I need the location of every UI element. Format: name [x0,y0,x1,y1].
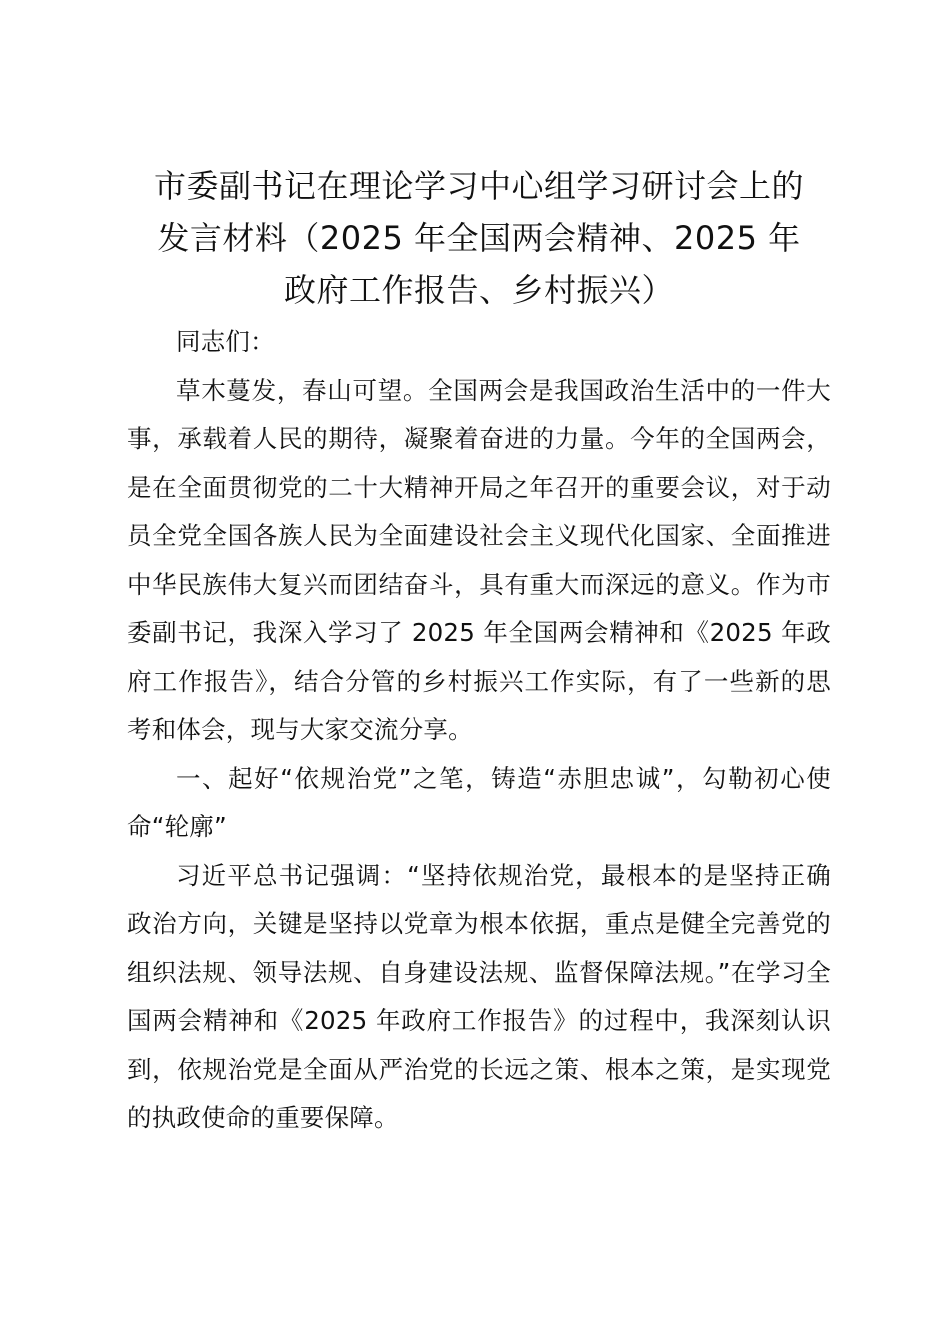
title-line-2: 发言材料（2025 年全国两会精神、2025 年 [157,219,801,257]
intro-paragraph: 草木蔓发，春山可望。全国两会是我国政治生活中的一件大事，承载着人民的期待，凝聚着奋进的力量。今年的全国两会，是在全面贯彻党的二十大精神开局之年召开的重要会议，对于动员全党全国各族人民为全面建设社会主义现代化国家、全面推进中华民族伟大复兴而团结奋斗，具有重大而深远的意义。作为市委副书记，我深入学习了 2025 年全国两会精神和《2025 年政府工作报告》，结合分管的乡村振兴工作实际，有了一些新的思考和体会，现与大家交流分享。 [127,375,831,744]
title-line-3: 政府工作报告、乡村振兴） [283,271,674,309]
document-body [127,160,831,1143]
section-heading-1: 一、起好“依规治党”之笔，铸造“赤胆忠诚”，勾勒初心使命“轮廓” [127,763,831,841]
salutation: 同志们： [176,327,275,356]
document-title [127,160,831,316]
title-line-1: 市委副书记在理论学习中心组学习研讨会上的 [153,167,804,205]
body-paragraph: 习近平总书记强调：“坚持依规治党，最根本的是坚持正确政治方向，关键是坚持以党章为根本依据，重点是健全完善党的组织法规、领导法规、自身建设法规、监督保障法规。”在学习全国两会精神和《2025 年政府工作报告》的过程中，我深刻认识到，依规治党是全面从严治党的长远之策、根本之策，是实现党的执政使命的重要保障。 [127,860,831,1132]
